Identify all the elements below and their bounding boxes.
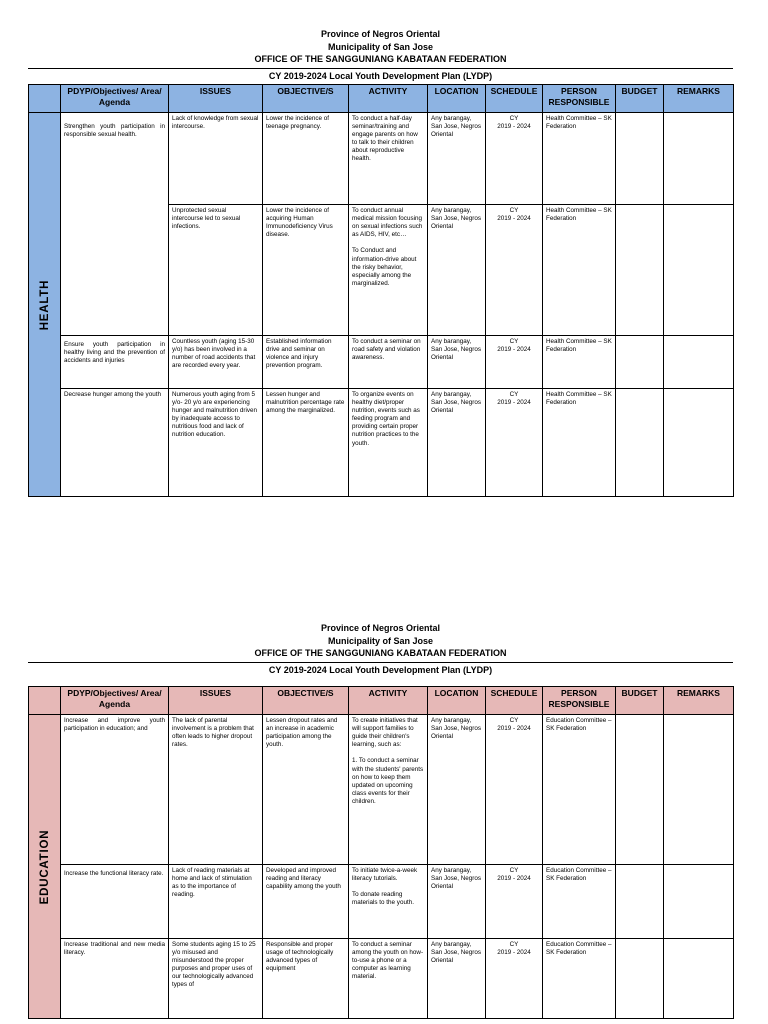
col-area (29, 687, 61, 715)
objective-cell: Lower the incidence of teenage pregnancy. (263, 113, 349, 205)
province-title: Province of Negros Oriental (320, 29, 441, 39)
col-activity: ACTIVITY (349, 85, 428, 113)
col-location: LOCATION (428, 687, 486, 715)
health-table (28, 84, 734, 497)
objective-cell: Lessen dropout rates and an increase in academic participation among the youth. (263, 715, 349, 865)
education-table (28, 686, 734, 1019)
activity-cell: To conduct a seminar on road safety and violation awareness. (349, 336, 428, 389)
table-row (29, 715, 734, 865)
person-cell: Health Committee – SK Federation (543, 205, 616, 336)
schedule-cell: CY 2019 - 2024 (486, 336, 543, 389)
location-cell: Any barangay, San Jose, Negros Oriental (428, 336, 486, 389)
col-objectives: OBJECTIVE/S (263, 85, 349, 113)
health-header-row (29, 85, 734, 113)
remarks-cell (664, 336, 734, 389)
objective-cell: Lower the incidence of acquiring Human Immunodeficiency Virus disease. (263, 205, 349, 336)
budget-cell (616, 113, 664, 205)
remarks-cell (664, 715, 734, 865)
table-row (29, 939, 734, 1019)
schedule-cell: CY 2019 - 2024 (486, 865, 543, 939)
col-schedule: SCHEDULE (486, 85, 543, 113)
objective-cell: Responsible and proper usage of technologically advanced types of equipment (263, 939, 349, 1019)
pdyp-cell: Decrease hunger among the youth (61, 389, 169, 497)
municipality-title: Municipality of San Jose (327, 635, 434, 646)
person-cell: Health Committee – SK Federation (543, 336, 616, 389)
col-activity: ACTIVITY (349, 687, 428, 715)
pdyp-cell: Increase and improve youth participation in education; and (61, 715, 169, 865)
issues-cell: Lack of knowledge from sexual intercourse. (169, 113, 263, 205)
col-issues: ISSUES (169, 85, 263, 113)
pdyp-cell: Ensure youth participation in healthy living and the prevention of accidents and injuries (61, 336, 169, 389)
issues-cell: Lack of reading materials at home and lack of stimulation as to the importance of reading. (169, 865, 263, 939)
education-header-row (29, 687, 734, 715)
activity-cell: To create initiatives that will support families to guide their children's learning, such as: 1. To conduct a seminar with the students' parents on how to keep them updated on upcoming class events for their children. (349, 715, 428, 865)
location-cell: Any barangay, San Jose, Negros Oriental (428, 113, 486, 205)
plan-title: CY 2019-2024 Local Youth Development Plan (LYDP) (268, 664, 493, 675)
person-cell: Education Committee – SK Federation (543, 939, 616, 1019)
budget-cell (616, 865, 664, 939)
education-area-label: EDUCATION (38, 829, 51, 904)
office-title: OFFICE OF THE SANGGUNIANG KABATAAN FEDERATION (254, 648, 507, 658)
budget-cell (616, 336, 664, 389)
health-area-label: HEALTH (38, 279, 51, 330)
objective-cell: Established information drive and seminar on violence and injury prevention program. (263, 336, 349, 389)
budget-cell (616, 205, 664, 336)
col-person-responsible: PERSON RESPONSIBLE (543, 687, 616, 715)
col-issues: ISSUES (169, 687, 263, 715)
remarks-cell (664, 113, 734, 205)
location-cell: Any barangay, San Jose, Negros Oriental (428, 865, 486, 939)
issues-cell: Unprotected sexual intercourse led to sexual infections. (169, 205, 263, 336)
table-row (29, 336, 734, 389)
col-person-responsible: PERSON RESPONSIBLE (543, 85, 616, 113)
col-location: LOCATION (428, 85, 486, 113)
municipality-title: Municipality of San Jose (327, 41, 434, 52)
col-objectives: OBJECTIVE/S (263, 687, 349, 715)
issues-cell: Countless youth (aging 15-30 y/o) has been involved in a number of road accidents that are recorded every year. (169, 336, 263, 389)
remarks-cell (664, 865, 734, 939)
health-area-label-cell (29, 113, 61, 497)
office-title: OFFICE OF THE SANGGUNIANG KABATAAN FEDERATION (254, 54, 507, 64)
issues-cell: Some students aging 15 to 25 y/o misused and misunderstood the proper purposes and proper uses of our technologically advanced types of (169, 939, 263, 1019)
plan-title: CY 2019-2024 Local Youth Development Plan (LYDP) (268, 70, 493, 81)
location-cell: Any barangay, San Jose, Negros Oriental (428, 205, 486, 336)
budget-cell (616, 389, 664, 497)
col-budget: BUDGET (616, 85, 664, 113)
schedule-cell: CY 2019 - 2024 (486, 389, 543, 497)
col-remarks: REMARKS (664, 687, 734, 715)
objective-cell: Lessen hunger and malnutrition percentage rate among the marginalized. (263, 389, 349, 497)
pdyp-cell: Strengthen youth participation in responsible sexual health. (61, 113, 169, 336)
col-pdyp: PDYP/Objectives/ Area/ Agenda (61, 85, 169, 113)
col-schedule: SCHEDULE (486, 687, 543, 715)
spacer (28, 678, 733, 686)
person-cell: Education Committee – SK Federation (543, 865, 616, 939)
activity-cell: To conduct annual medical mission focusing on sexual infections such as AIDS, HIV, etc… To Conduct and information-drive about the risky behavior, especially among the marginalized. (349, 205, 428, 336)
location-cell: Any barangay, San Jose, Negros Oriental (428, 939, 486, 1019)
table-row (29, 865, 734, 939)
budget-cell (616, 939, 664, 1019)
budget-cell (616, 715, 664, 865)
activity-cell: To initiate twice-a-week literacy tutorials. To donate reading materials to the youth. (349, 865, 428, 939)
province-title: Province of Negros Oriental (320, 623, 441, 633)
lydp-page-health (28, 28, 733, 497)
person-cell: Health Committee – SK Federation (543, 113, 616, 205)
schedule-cell: CY 2019 - 2024 (486, 715, 543, 865)
remarks-cell (664, 939, 734, 1019)
location-cell: Any barangay, San Jose, Negros Oriental (428, 715, 486, 865)
issues-cell: Numerous youth aging from 5 y/o- 20 y/o are experiencing hunger and malnutrition driven by inadequate access to nutritious food and lack of nutrition education. (169, 389, 263, 497)
person-cell: Education Committee – SK Federation (543, 715, 616, 865)
pdyp-cell: Increase the functional literacy rate. (61, 865, 169, 939)
education-area-label-cell (29, 715, 61, 1019)
lydp-page-education (28, 622, 733, 1019)
remarks-cell (664, 389, 734, 497)
col-pdyp: PDYP/Objectives/ Area/ Agenda (61, 687, 169, 715)
schedule-cell: CY 2019 - 2024 (486, 939, 543, 1019)
location-cell: Any barangay, San Jose, Negros Oriental (428, 389, 486, 497)
col-area (29, 85, 61, 113)
activity-cell: To conduct a half-day seminar/training and engage parents on how to talk to their children about reproductive health. (349, 113, 428, 205)
table-row (29, 389, 734, 497)
issues-cell: The lack of parental involvement is a problem that often leads to higher dropout rates. (169, 715, 263, 865)
col-remarks: REMARKS (664, 85, 734, 113)
schedule-cell: CY 2019 - 2024 (486, 205, 543, 336)
col-budget: BUDGET (616, 687, 664, 715)
document-header (28, 622, 733, 678)
schedule-cell: CY 2019 - 2024 (486, 113, 543, 205)
table-row (29, 113, 734, 205)
activity-cell: To organize events on healthy diet/proper nutrition, events such as feeding program and providing certain proper nutrition practices to the youth. (349, 389, 428, 497)
document-header (28, 28, 733, 84)
remarks-cell (664, 205, 734, 336)
objective-cell: Developed and improved reading and literacy capability among the youth (263, 865, 349, 939)
activity-cell: To conduct a seminar among the youth on how-to-use a phone or a computer as learning material. (349, 939, 428, 1019)
pdyp-cell: Increase traditional and new media literacy. (61, 939, 169, 1019)
person-cell: Health Committee – SK Federation (543, 389, 616, 497)
